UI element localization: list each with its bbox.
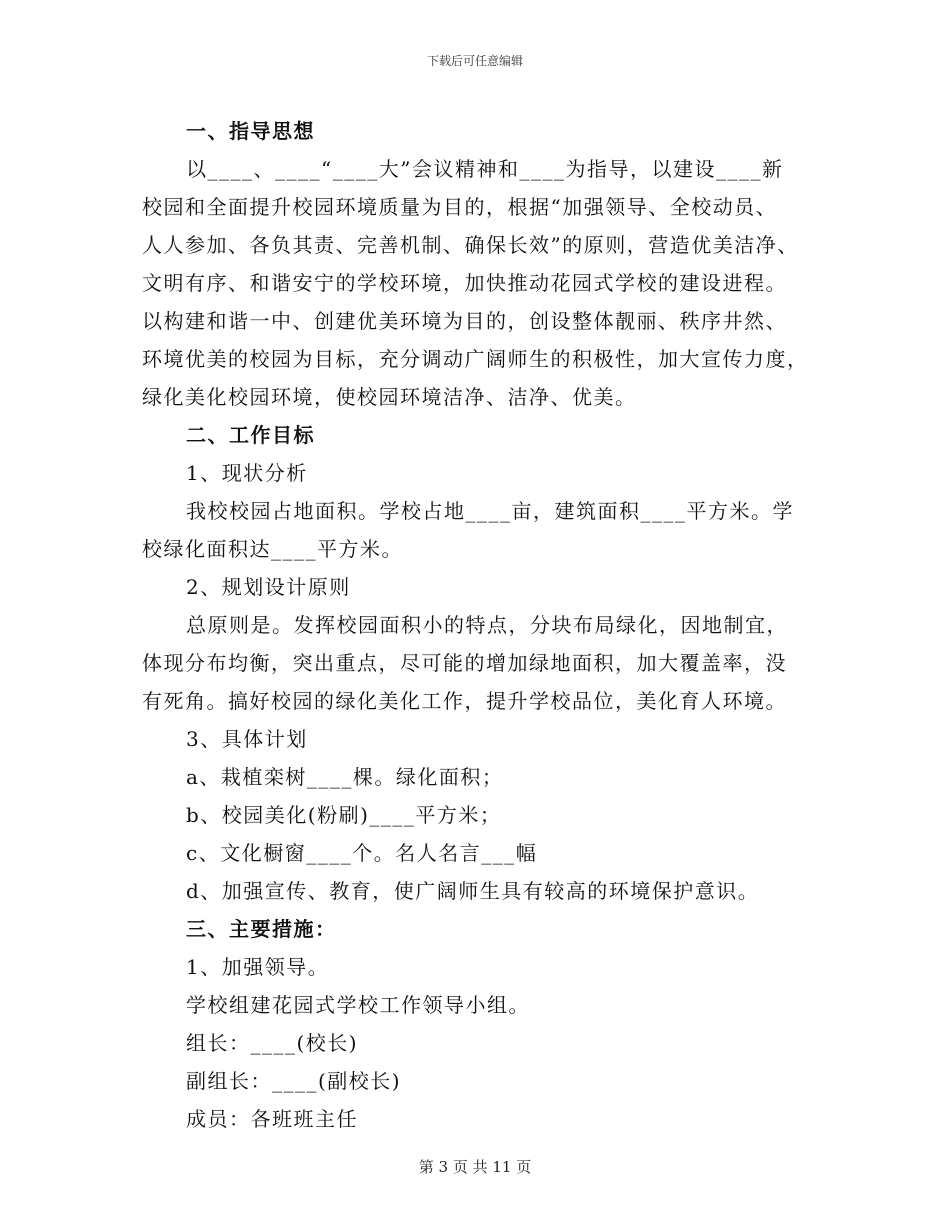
paragraph-line: 副组长：____(副校长)	[186, 1069, 402, 1093]
page-footer: 第 3 页 共 11 页	[418, 1158, 532, 1176]
paragraph-line: 组长：____(校长)	[186, 1031, 359, 1055]
paragraph-line: 环境优美的校园为目标，充分调动广阔师生的积极性，加大宣传力度，	[142, 347, 809, 371]
paragraph-line: 以____、____“____大”会议精神和____为指导，以建设____新	[186, 157, 784, 181]
paragraph-line: 成员：各班班主任	[186, 1107, 358, 1131]
subheading: 3、具体计划	[186, 727, 308, 751]
paragraph-line: 有死角。搞好校园的绿化美化工作，提升学校品位，美化育人环境。	[142, 689, 787, 713]
paragraph-line: 校园和全面提升校园环境质量为目的，根据“加强领导、全校动员、	[142, 195, 778, 219]
paragraph-line: 我校校园占地面积。学校占地____亩，建筑面积____平方米。学	[186, 499, 794, 523]
document-body	[142, 112, 812, 1138]
page-header: 下载后可任意编辑	[426, 54, 523, 68]
paragraph-line: 总原则是。发挥校园面积小的特点，分块布局绿化，因地制宜，	[186, 613, 788, 637]
subheading: 2、规划设计原则	[186, 575, 351, 599]
subheading: 1、加强领导。	[186, 955, 330, 979]
plan-item: d、加强宣传、教育，使广阔师生具有较高的环境保护意识。	[186, 879, 760, 903]
section-heading: 一、指导思想	[186, 119, 315, 143]
plan-item: b、校园美化(粉刷)____平方米；	[186, 803, 502, 827]
paragraph-line: 校绿化面积达____平方米。	[142, 537, 403, 561]
paragraph-line: 体现分布均衡，突出重点，尽可能的增加绿地面积，加大覆盖率，没	[142, 651, 787, 675]
section-heading: 二、工作目标	[186, 423, 315, 447]
paragraph-line: 以构建和谐一中、创建优美环境为目的，创设整体靓丽、秩序井然、	[142, 309, 787, 333]
paragraph-line: 人人参加、各负其责、完善机制、确保长效”的原则，营造优美洁净、	[142, 233, 799, 257]
section-heading: 三、主要措施：	[186, 917, 337, 941]
plan-item: a、栽植栾树____棵。绿化面积；	[186, 765, 504, 789]
paragraph-line: 文明有序、和谐安宁的学校环境，加快推动花园式学校的建设进程。	[142, 271, 787, 295]
paragraph-line: 学校组建花园式学校工作领导小组。	[186, 993, 530, 1017]
plan-item: c、文化橱窗____个。名人名言___幅	[186, 841, 538, 865]
subheading: 1、现状分析	[186, 461, 308, 485]
paragraph-line: 绿化美化校园环境，使校园环境洁净、洁净、优美。	[142, 385, 637, 409]
